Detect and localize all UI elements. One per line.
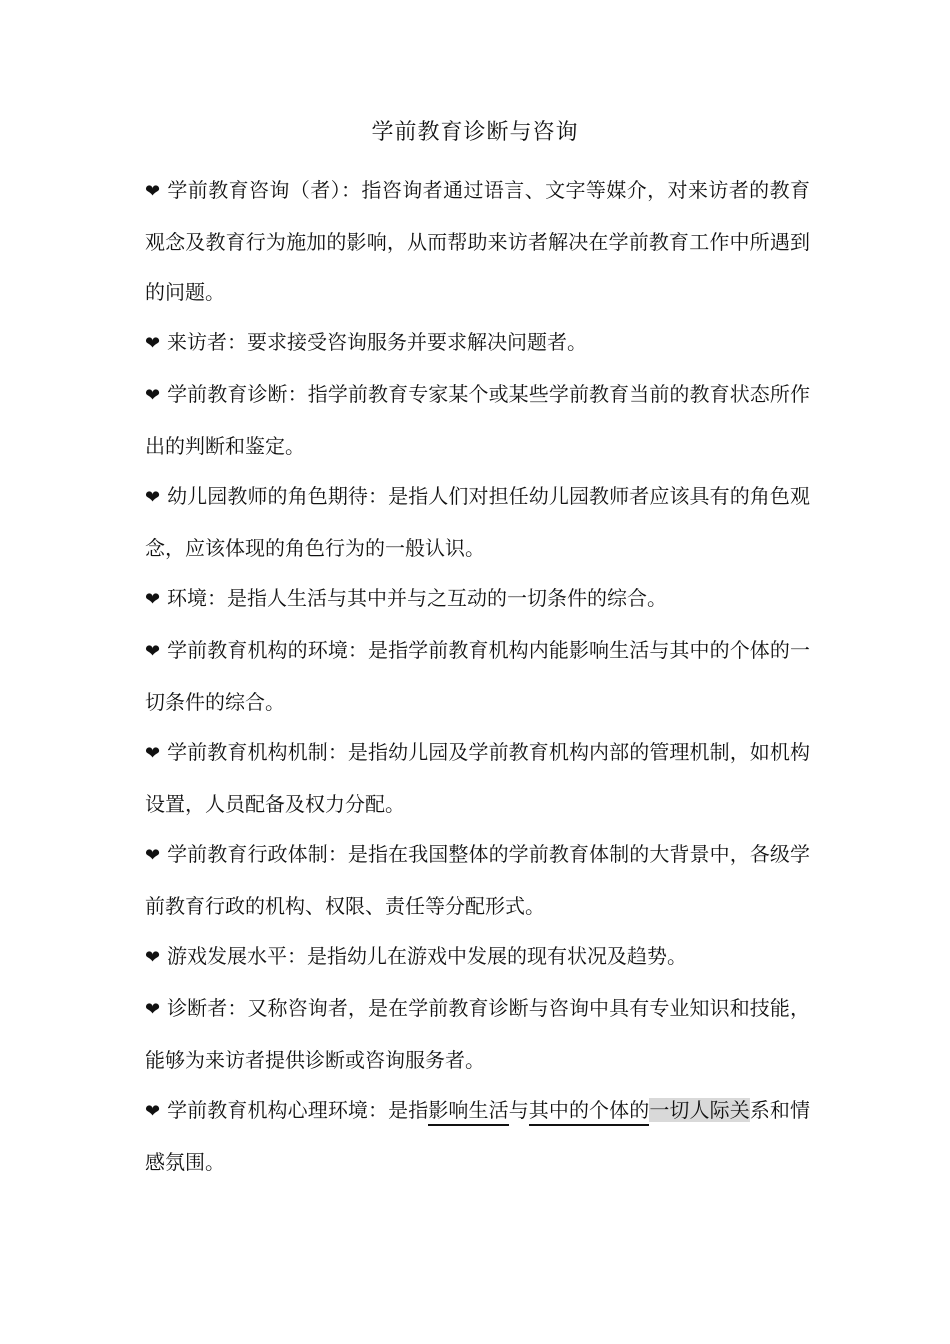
heart-bullet-icon: ❤ [145,181,161,202]
underlined-text: 其中的个体的 [529,1098,650,1126]
heart-bullet-icon: ❤ [145,333,161,354]
entry-lead-text: 学前教育机构心理环境：是指 [167,1098,429,1122]
definition-entry [145,573,810,625]
entry-text: 学前教育咨询（者）：指咨询者通过语言、文字等媒介，对来访者的教育观念及教育行为施加的影响，从而帮助来访者解决在学前教育工作中所遇到的问题。 [145,178,810,304]
definition-entry-last [145,1085,810,1187]
document-body [145,165,810,1187]
underlined-text: 影响生活 [428,1098,508,1126]
entry-text: 学前教育机构机制：是指幼儿园及学前教育机构内部的管理机制，如机构设置，人员配备及权力分配。 [145,740,810,816]
definition-entry [145,369,810,471]
entry-tail-text: 系和情感氛围。 [145,1098,810,1174]
heart-bullet-icon: ❤ [145,999,161,1020]
heart-bullet-icon: ❤ [145,1101,161,1122]
definition-entry [145,165,810,317]
entry-text: 环境：是指人生活与其中并与之互动的一切条件的综合。 [167,586,667,610]
heart-bullet-icon: ❤ [145,487,161,508]
definition-entry [145,727,810,829]
entry-text: 游戏发展水平：是指幼儿在游戏中发展的现有状况及趋势。 [167,944,687,968]
definition-entry [145,983,810,1085]
heart-bullet-icon: ❤ [145,845,161,866]
definition-entry [145,931,810,983]
entry-text: 来访者：要求接受咨询服务并要求解决问题者。 [167,330,587,354]
entry-text: 学前教育机构的环境：是指学前教育机构内能影响生活与其中的个体的一切条件的综合。 [145,638,810,714]
definition-entry [145,625,810,727]
document-title: 学前教育诊断与咨询 [371,120,579,145]
heart-bullet-icon: ❤ [145,743,161,764]
heart-bullet-icon: ❤ [145,641,161,662]
highlighted-text: 一切人际关 [649,1098,750,1122]
entry-connector-text: 与 [508,1098,529,1122]
heart-bullet-icon: ❤ [145,947,161,968]
heart-bullet-icon: ❤ [145,385,161,406]
definition-entry [145,317,810,369]
definition-entry [145,829,810,931]
entry-text: 学前教育行政体制：是指在我国整体的学前教育体制的大背景中，各级学前教育行政的机构、权限、责任等分配形式。 [145,842,810,918]
entry-text: 学前教育诊断：指学前教育专家某个或某些学前教育当前的教育状态所作出的判断和鉴定。 [145,382,810,458]
entry-text: 诊断者：又称咨询者，是在学前教育诊断与咨询中具有专业知识和技能，能够为来访者提供诊断或咨询服务者。 [145,996,810,1072]
heart-bullet-icon: ❤ [145,589,161,610]
definition-entry [145,471,810,573]
entry-text: 幼儿园教师的角色期待：是指人们对担任幼儿园教师者应该具有的角色观念，应该体现的角色行为的一般认识。 [145,484,810,560]
